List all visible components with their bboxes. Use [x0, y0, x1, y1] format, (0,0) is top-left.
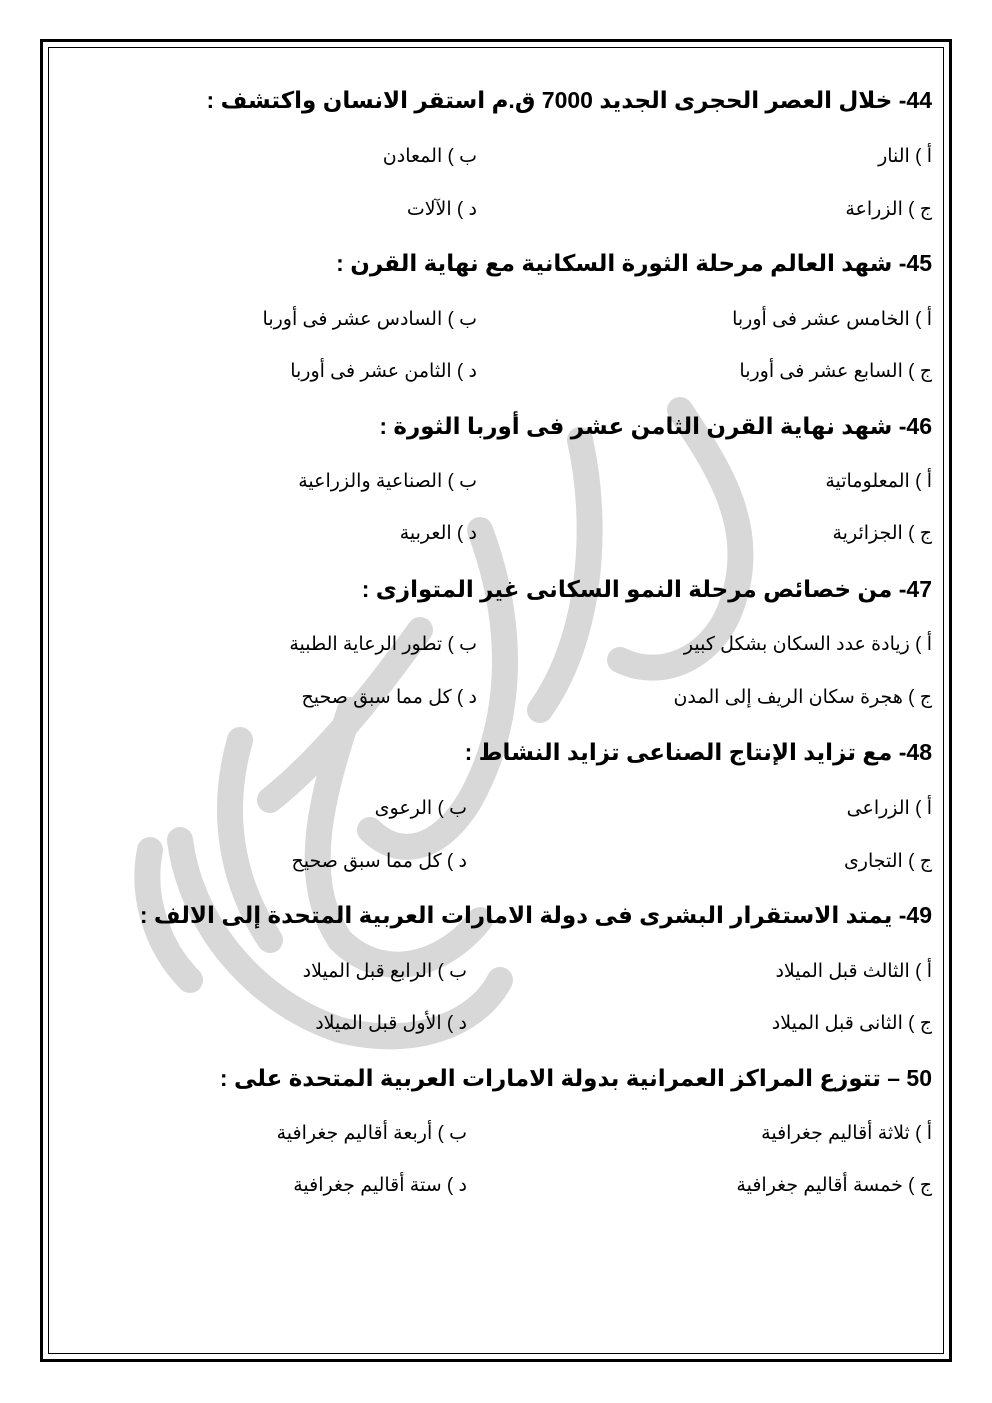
question-48-title: 48- مع تزايد الإنتاج الصناعى تزايد النشاط : [464, 739, 932, 765]
question-46-option-a: أ ) المعلوماتية [825, 471, 932, 492]
question-50-option-b: ب ) أربعة أقاليم جغرافية [276, 1123, 467, 1144]
question-46-title: 46- شهد نهاية القرن الثامن عشر فى أوربا الثورة : [379, 413, 932, 439]
question-44-option-b: ب ) المعادن [382, 146, 477, 167]
question-44-option-d: د ) الآلات [406, 199, 477, 220]
question-49-option-d: د ) الأول قبل الميلاد [315, 1013, 467, 1034]
question-48-option-c: ج ) التجارى [843, 851, 932, 872]
question-48-option-b: ب ) الرعوى [374, 798, 467, 819]
question-48-option-a: أ ) الزراعى [846, 798, 932, 819]
question-45-option-a: أ ) الخامس عشر فى أوربا [732, 309, 932, 330]
question-45-option-c: ج ) السابع عشر فى أوربا [739, 361, 932, 382]
question-50-title: 50 – تتوزع المراكز العمرانية بدولة الامارات العربية المتحدة على : [219, 1065, 932, 1091]
question-48-option-d: د ) كل مما سبق صحيح [291, 851, 467, 872]
question-45-title: 45- شهد العالم مرحلة الثورة السكانية مع نهاية القرن : [336, 250, 932, 276]
question-47-option-b: ب ) تطور الرعاية الطبية [289, 634, 477, 655]
question-44-title: 44- خلال العصر الحجرى الجديد 7000 ق.م استقر الانسان واكتشف : [206, 87, 932, 113]
question-44-option-c: ج ) الزراعة [845, 199, 932, 220]
question-49-option-a: أ ) الثالث قبل الميلاد [775, 961, 932, 982]
question-45-option-d: د ) الثامن عشر فى أوربا [290, 361, 477, 382]
question-49-option-c: ج ) الثانى قبل الميلاد [771, 1013, 932, 1034]
question-47-title: 47- من خصائص مرحلة النمو السكانى غير المتوازى : [361, 576, 932, 602]
question-44-option-a: أ ) النار [878, 146, 932, 167]
question-46-option-d: د ) العربية [399, 523, 477, 544]
question-49-option-b: ب ) الرابع قبل الميلاد [302, 961, 467, 982]
question-49-title: 49- يمتد الاستقرار البشرى فى دولة الامارات العربية المتحدة إلى الالف : [139, 902, 932, 928]
question-50-option-a: أ ) ثلاثة أقاليم جغرافية [761, 1123, 932, 1144]
question-46-option-b: ب ) الصناعية والزراعية [298, 471, 477, 492]
question-50-option-d: د ) ستة أقاليم جغرافية [293, 1175, 467, 1196]
question-46-option-c: ج ) الجزائرية [832, 523, 932, 544]
question-47-option-d: د ) كل مما سبق صحيح [301, 687, 477, 708]
question-47-option-a: أ ) زيادة عدد السكان بشكل كبير [683, 634, 932, 655]
question-47-option-c: ج ) هجرة سكان الريف إلى المدن [673, 687, 932, 708]
question-50-option-c: ج ) خمسة أقاليم جغرافية [736, 1175, 932, 1196]
question-45-option-b: ب ) السادس عشر فى أوربا [262, 309, 477, 330]
